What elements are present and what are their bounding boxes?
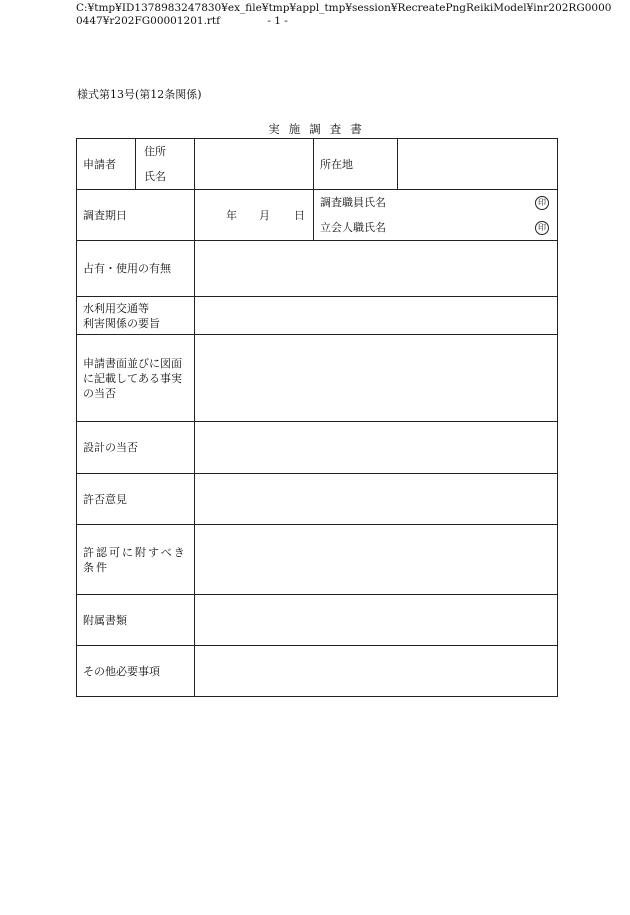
document-accuracy-row — [77, 335, 558, 422]
address-name-labels — [136, 139, 195, 190]
year-label: 年 — [226, 208, 237, 222]
possession-label: 占有・使用の有無 — [77, 241, 195, 297]
location-label: 所在地 — [314, 139, 398, 190]
survey-date-row — [77, 190, 558, 241]
design-row — [77, 422, 558, 474]
seal-icon: 印 — [535, 196, 549, 210]
form-number: 様式第13号(第12条関係) — [77, 88, 202, 101]
conditions-label: 許認可に附すべき 条件 — [77, 525, 195, 595]
witness-name-row[interactable] — [314, 215, 557, 240]
name-label: 氏名 — [144, 170, 166, 183]
survey-date-label: 調査期日 — [77, 190, 195, 241]
water-use-value[interactable] — [195, 297, 558, 335]
survey-form-table — [76, 138, 558, 697]
water-use-row — [77, 297, 558, 335]
survey-date-value[interactable] — [195, 190, 314, 241]
conditions-row — [77, 525, 558, 595]
water-use-label: 水利用交通等 利害関係の要旨 — [77, 297, 195, 335]
other-value[interactable] — [195, 646, 558, 697]
conditions-value[interactable] — [195, 525, 558, 595]
seal-icon: 印 — [535, 221, 549, 235]
month-label: 月 — [259, 208, 270, 222]
opinion-label: 許否意見 — [77, 474, 195, 525]
attachments-value[interactable] — [195, 595, 558, 646]
page-number: - 1 - — [267, 15, 288, 27]
day-label: 日 — [294, 208, 305, 222]
opinion-row — [77, 474, 558, 525]
staff-name-label: 調査職員氏名 — [320, 196, 386, 209]
attachments-row — [77, 595, 558, 646]
attachments-label: 附属書類 — [77, 595, 195, 646]
witness-name-label: 立会人職氏名 — [320, 221, 386, 234]
location-value[interactable] — [398, 139, 558, 190]
other-label: その他必要事項 — [77, 646, 195, 697]
staff-cell — [314, 190, 558, 241]
file-path-text: C:¥tmp¥ID1378983247830¥ex_file¥tmp¥appl_tmp¥session¥RecreatePngReikiModel¥inr202RG00000447¥r202FG00001201.rtf — [76, 2, 612, 27]
applicant-row — [77, 139, 558, 190]
staff-name-row[interactable] — [314, 190, 557, 215]
possession-row — [77, 241, 558, 297]
file-path-header — [76, 2, 616, 28]
document-accuracy-value[interactable] — [195, 335, 558, 422]
address-name-value[interactable] — [195, 139, 314, 190]
form-title: 実施調査書 — [268, 122, 371, 136]
design-value[interactable] — [195, 422, 558, 474]
applicant-label: 申請者 — [77, 139, 136, 190]
design-label: 設計の当否 — [77, 422, 195, 474]
possession-value[interactable] — [195, 241, 558, 297]
other-row — [77, 646, 558, 697]
document-accuracy-label: 申請書面並びに図面 に記載してある事実 の当否 — [77, 335, 195, 422]
address-label: 住所 — [144, 145, 166, 158]
opinion-value[interactable] — [195, 474, 558, 525]
